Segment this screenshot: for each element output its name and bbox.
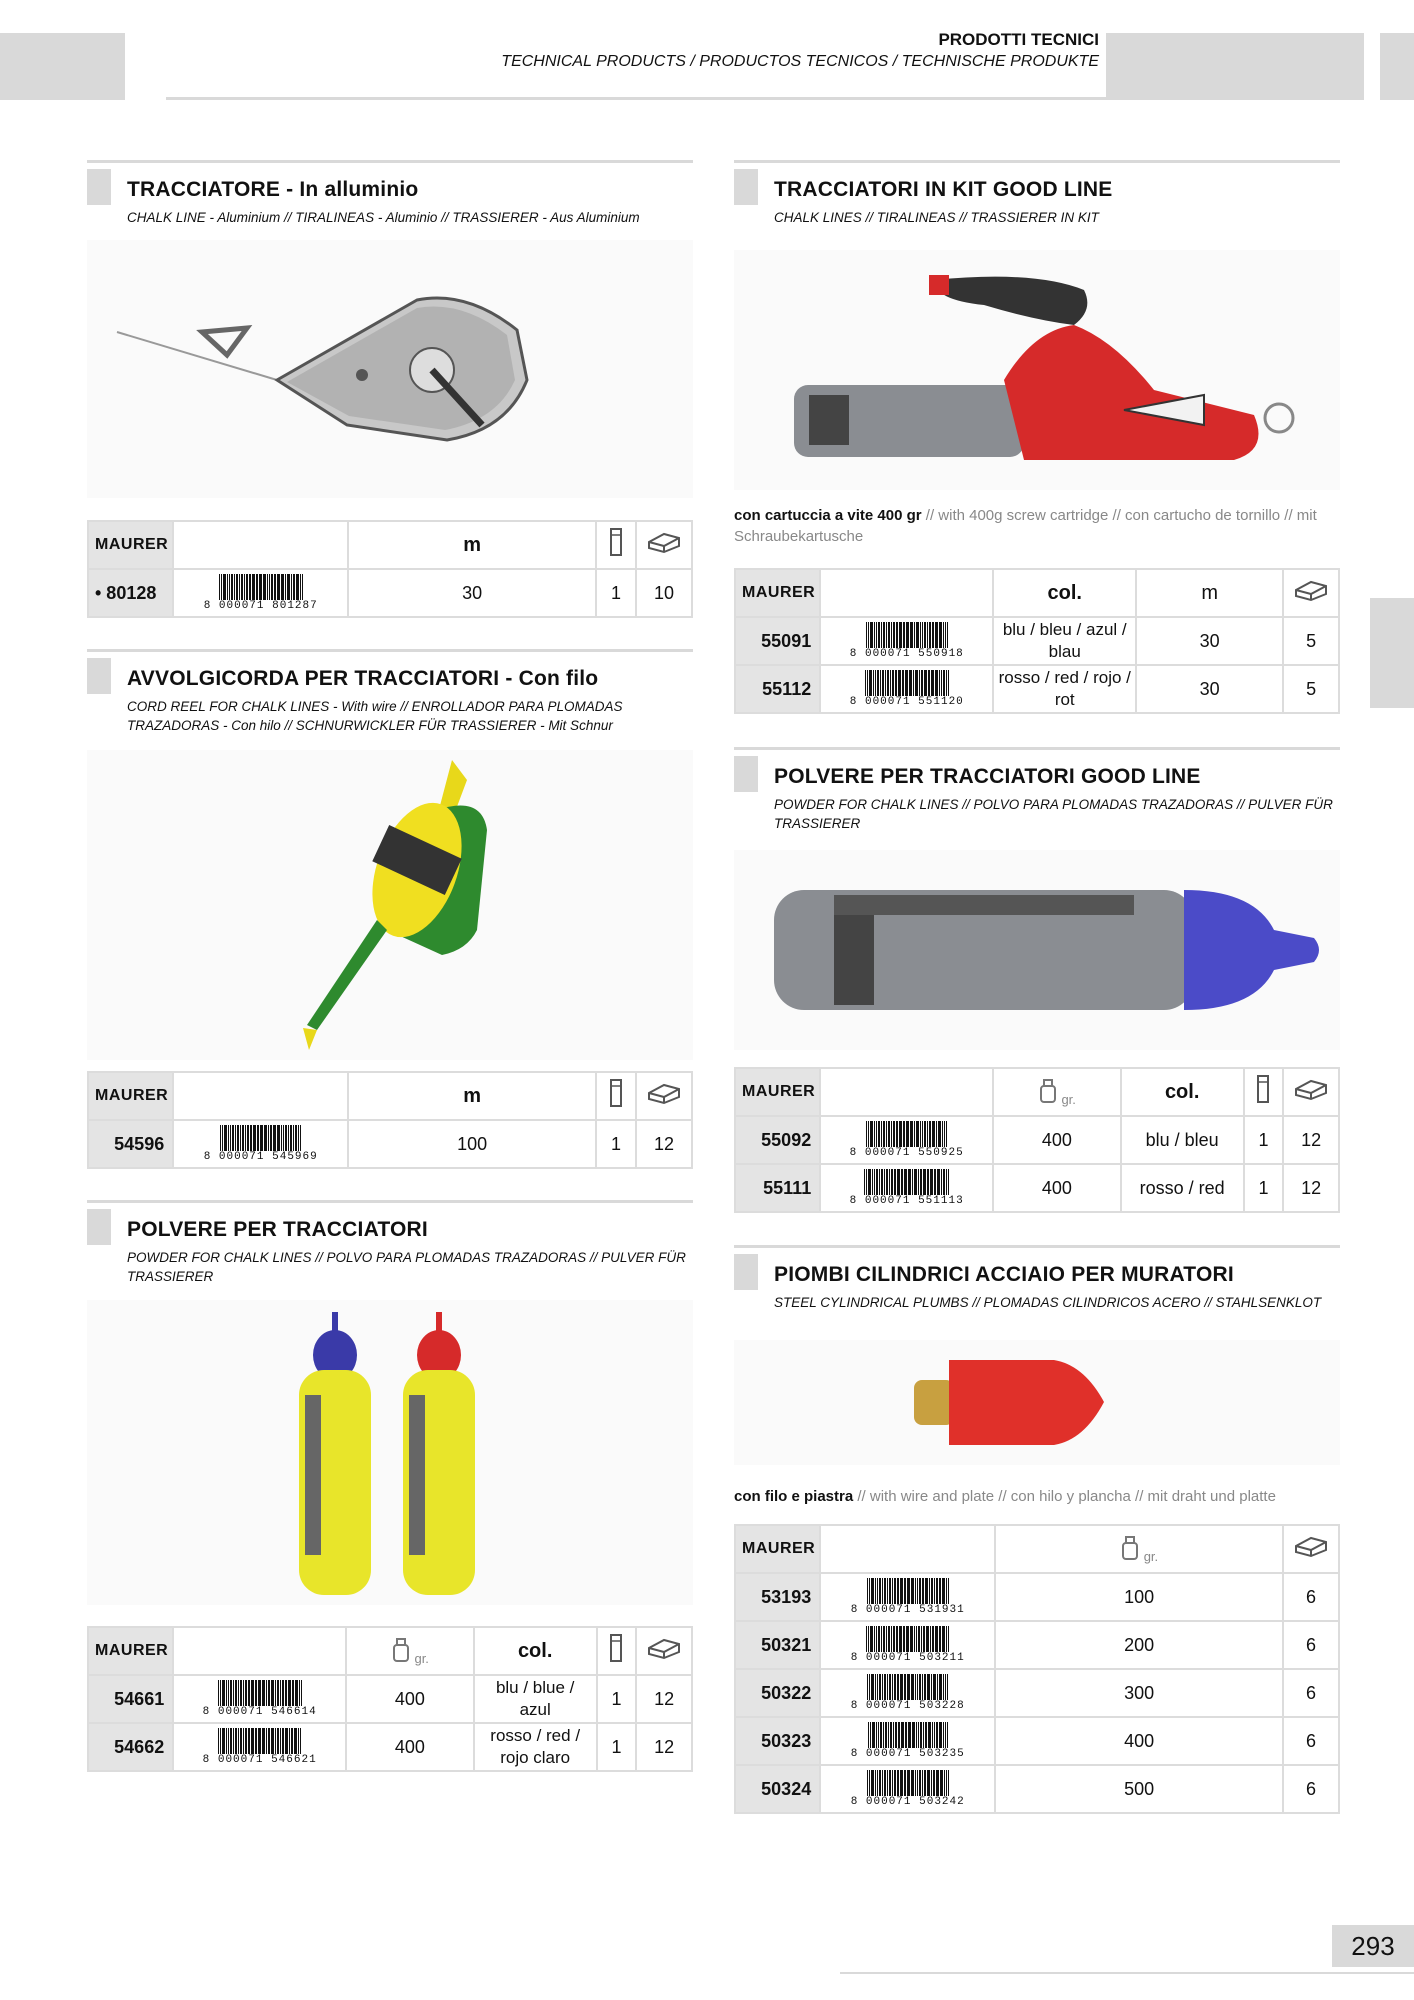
box-qty: 10 xyxy=(636,569,692,617)
table-row xyxy=(735,1164,1339,1212)
note-wire-plate: con filo e piastra // with wire and plate // con hilo y plancha // mit draht und platte xyxy=(734,1488,1276,1505)
table-tracciatori-kit xyxy=(734,568,1340,714)
table-piombi xyxy=(734,1524,1340,1814)
weight-value: 100 xyxy=(995,1573,1283,1621)
product-code: 55112 xyxy=(735,665,820,713)
footer-rule xyxy=(840,1972,1414,1974)
col-color: col. xyxy=(1121,1068,1244,1116)
box-qty: 12 xyxy=(636,1723,692,1771)
box-qty: 12 xyxy=(1283,1164,1339,1212)
product-code: 50321 xyxy=(735,1621,820,1669)
package-icon xyxy=(609,527,623,563)
box-qty: 5 xyxy=(1283,617,1339,665)
product-code: 55092 xyxy=(735,1116,820,1164)
length-value: 30 xyxy=(1136,665,1283,713)
table-avvolgicorda xyxy=(87,1071,693,1169)
header-tab-edge xyxy=(1380,33,1414,100)
weight-value: 300 xyxy=(995,1669,1283,1717)
box-qty: 6 xyxy=(1283,1621,1339,1669)
product-image-cord-reel xyxy=(87,750,693,1060)
barcode: 8 000071 550918 xyxy=(827,622,986,660)
header-title: PRODOTTI TECNICI xyxy=(938,30,1099,49)
box-qty: 6 xyxy=(1283,1765,1339,1813)
weight-value: 400 xyxy=(993,1116,1121,1164)
weight-value: 500 xyxy=(995,1765,1283,1813)
product-code: 50322 xyxy=(735,1669,820,1717)
barcode: 8 000071 551120 xyxy=(827,670,986,708)
col-color: col. xyxy=(993,569,1136,617)
table-row xyxy=(735,617,1339,665)
header-tab-right xyxy=(1106,33,1364,100)
box-qty: 12 xyxy=(636,1120,692,1168)
col-gr: gr. xyxy=(1143,1548,1159,1564)
jar-icon xyxy=(391,1637,411,1666)
barcode: 8 000071 503228 xyxy=(827,1674,988,1712)
package-icon xyxy=(609,1633,623,1669)
product-code: 54596 xyxy=(88,1120,173,1168)
box-icon xyxy=(646,1636,682,1666)
barcode: 8 000071 503235 xyxy=(827,1722,988,1760)
section-subtitle: CHALK LINE - Aluminium // TIRALINEAS - Aluminio // TRASSIERER - Aus Aluminium xyxy=(127,210,640,225)
barcode: 8 000071 545969 xyxy=(180,1125,341,1163)
box-qty: 6 xyxy=(1283,1717,1339,1765)
section-tracciatori-kit xyxy=(734,160,1340,227)
brand-logo: MAURER xyxy=(88,1627,173,1675)
barcode: 8 000071 503211 xyxy=(827,1626,988,1664)
box-qty: 6 xyxy=(1283,1669,1339,1717)
product-image-plumb xyxy=(734,1340,1340,1465)
pack-qty: 1 xyxy=(597,1675,637,1723)
brand-logo: MAURER xyxy=(88,521,173,569)
barcode: 8 000071 801287 xyxy=(180,574,341,612)
table-row xyxy=(735,665,1339,713)
table-row xyxy=(88,1723,692,1771)
color-value: blu / bleu xyxy=(1121,1116,1244,1164)
header-subtitle: TECHNICAL PRODUCTS / PRODUCTOS TECNICOS / TECHNISCHE PRODUKTE xyxy=(501,53,1099,70)
table-polvere-good-line xyxy=(734,1067,1340,1213)
section-subtitle: CHALK LINES // TIRALINEAS // TRASSIERER IN KIT xyxy=(774,210,1099,225)
product-code: 54661 xyxy=(88,1675,173,1723)
brand-logo: MAURER xyxy=(735,1068,820,1116)
product-code: 50323 xyxy=(735,1717,820,1765)
barcode: 8 000071 546614 xyxy=(180,1680,339,1718)
weight-value: 400 xyxy=(995,1717,1283,1765)
col-m: m xyxy=(348,521,596,569)
table-row xyxy=(735,1765,1339,1813)
table-row xyxy=(735,1573,1339,1621)
brand-logo: MAURER xyxy=(88,1072,173,1120)
section-title: TRACCIATORE - In alluminio xyxy=(127,178,419,201)
table-row xyxy=(88,1120,692,1168)
product-code: 50324 xyxy=(735,1765,820,1813)
color-value: rosso / red / rojo claro xyxy=(474,1723,597,1771)
length-value: 30 xyxy=(1136,617,1283,665)
barcode: 8 000071 531931 xyxy=(827,1578,988,1616)
header-tab-left xyxy=(0,33,125,100)
brand-logo: MAURER xyxy=(735,1525,820,1573)
side-tab xyxy=(1370,598,1414,708)
weight-value: 400 xyxy=(346,1723,474,1771)
weight-value: 400 xyxy=(346,1675,474,1723)
barcode: 8 000071 546621 xyxy=(180,1728,339,1766)
section-piombi xyxy=(734,1245,1340,1312)
weight-value: 200 xyxy=(995,1621,1283,1669)
section-title: AVVOLGICORDA PER TRACCIATORI - Con filo xyxy=(127,667,599,690)
col-gr: gr. xyxy=(414,1650,429,1666)
section-avvolgicorda xyxy=(87,649,693,735)
product-code: 55091 xyxy=(735,617,820,665)
note-cartridge: con cartuccia a vite 400 gr // with 400g screw cartridge // con cartucho de tornillo // mit Schraubekartusche xyxy=(734,507,1317,545)
product-code: • 80128 xyxy=(88,569,173,617)
brand-logo: MAURER xyxy=(735,569,820,617)
pack-qty: 1 xyxy=(596,1120,636,1168)
table-polvere xyxy=(87,1626,693,1772)
pack-qty: 1 xyxy=(597,1723,637,1771)
header-rule xyxy=(166,97,1106,100)
section-subtitle: POWDER FOR CHALK LINES // POLVO PARA PLOMADAS TRAZADORAS // PULVER FÜR TRASSIERER xyxy=(127,1250,686,1284)
color-value: rosso / red / rojo / rot xyxy=(993,665,1136,713)
pack-qty: 1 xyxy=(1244,1116,1284,1164)
section-subtitle: STEEL CYLINDRICAL PLUMBS // PLOMADAS CILINDRICOS ACERO // STAHLSENKLOT xyxy=(774,1295,1322,1310)
box-icon xyxy=(1293,1534,1329,1564)
section-polvere-good-line xyxy=(734,747,1340,833)
box-icon xyxy=(646,530,682,560)
box-icon xyxy=(1293,1077,1329,1107)
page-number: 293 xyxy=(1332,1925,1414,1967)
color-value: rosso / red xyxy=(1121,1164,1244,1212)
table-row xyxy=(88,569,692,617)
weight-value: 400 xyxy=(993,1164,1121,1212)
product-image-chalk-line xyxy=(87,240,693,498)
table-row xyxy=(88,1675,692,1723)
pack-qty: 1 xyxy=(1244,1164,1284,1212)
section-polvere xyxy=(87,1200,693,1286)
product-code: 53193 xyxy=(735,1573,820,1621)
col-m: m xyxy=(348,1072,596,1120)
table-tracciatore xyxy=(87,520,693,618)
table-row xyxy=(735,1669,1339,1717)
section-subtitle: POWDER FOR CHALK LINES // POLVO PARA PLOMADAS TRAZADORAS // PULVER FÜR TRASSIERER xyxy=(774,797,1333,831)
box-qty: 5 xyxy=(1283,665,1339,713)
box-qty: 6 xyxy=(1283,1573,1339,1621)
barcode: 8 000071 550925 xyxy=(827,1121,986,1159)
table-row xyxy=(735,1116,1339,1164)
color-value: blu / blue / azul xyxy=(474,1675,597,1723)
section-tracciatore xyxy=(87,160,693,227)
box-qty: 12 xyxy=(1283,1116,1339,1164)
pack-qty: 1 xyxy=(596,569,636,617)
table-row xyxy=(735,1717,1339,1765)
length-value: 100 xyxy=(348,1120,596,1168)
package-icon xyxy=(1256,1074,1270,1110)
section-title: PIOMBI CILINDRICI ACCIAIO PER MURATORI xyxy=(774,1263,1234,1286)
jar-icon xyxy=(1038,1078,1058,1107)
col-color: col. xyxy=(474,1627,597,1675)
length-value: 30 xyxy=(348,569,596,617)
color-value: blu / bleu / azul / blau xyxy=(993,617,1136,665)
section-subtitle: CORD REEL FOR CHALK LINES - With wire // ENROLLADOR PARA PLOMADAS TRAZADORAS - Con hilo // SCHNURWICKLER FÜR TRASSIERER - Mit Schnur xyxy=(127,699,623,733)
package-icon xyxy=(609,1078,623,1114)
product-code: 55111 xyxy=(735,1164,820,1212)
box-icon xyxy=(1293,578,1329,608)
jar-icon xyxy=(1120,1535,1140,1564)
col-m: m xyxy=(1136,569,1283,617)
product-image-powder-good-line xyxy=(734,850,1340,1050)
product-image-kit xyxy=(734,250,1340,490)
product-code: 54662 xyxy=(88,1723,173,1771)
box-icon xyxy=(646,1081,682,1111)
barcode: 8 000071 551113 xyxy=(827,1169,986,1207)
col-gr: gr. xyxy=(1061,1091,1076,1107)
table-row xyxy=(735,1621,1339,1669)
barcode: 8 000071 503242 xyxy=(827,1770,988,1808)
section-title: TRACCIATORI IN KIT GOOD LINE xyxy=(774,178,1113,201)
box-qty: 12 xyxy=(636,1675,692,1723)
section-title: POLVERE PER TRACCIATORI xyxy=(127,1218,428,1241)
section-title: POLVERE PER TRACCIATORI GOOD LINE xyxy=(774,765,1201,788)
product-image-powder-bottles xyxy=(87,1300,693,1605)
